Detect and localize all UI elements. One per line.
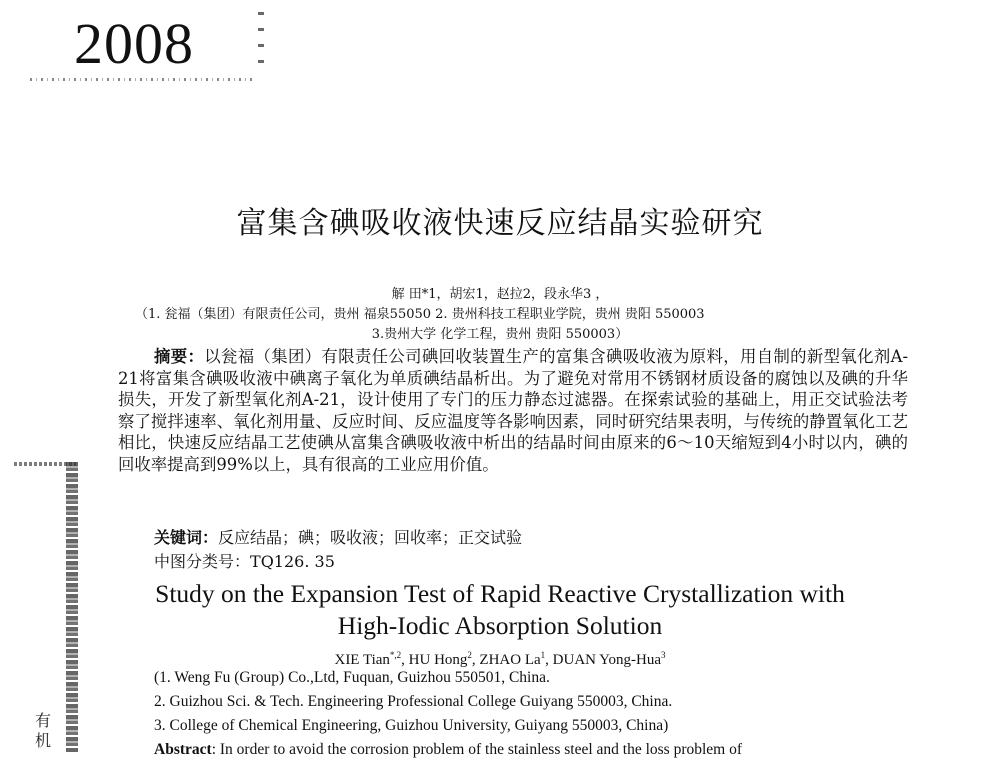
paper-title-en-line-2: High-Iodic Absorption Solution [337,611,663,640]
abstract-en [154,740,742,760]
keywords-cn [154,528,522,548]
classification-cn-text: TQ126. 35 [250,552,335,571]
journal-year: 2008 [74,11,194,76]
side-margin-char: 机 [34,731,51,750]
affiliation-en-3: 3. College of Chemical Engineering, Guizhou University, Guiyang 550003, China) [154,717,669,734]
author-en-sup: *,2 [389,650,402,660]
paper-title-cn: 富集含碘吸收液快速反应结晶实验研究 [236,206,764,241]
abstract-en-label: Abstract [154,741,212,758]
paper-title-en-line-1: Study on the Expansion Test of Rapid Reactive Crystallization with [155,579,845,608]
keywords-cn-text: 反应结晶；碘；吸收液；回收率；正交试验 [218,528,523,547]
affiliation-en-2: 2. Guizhou Sci. & Tech. Engineering Professional College Guiyang 550003, China. [154,693,673,710]
author-en-name: HU Hong [408,652,468,668]
author-en-name: XIE Tian [334,652,390,668]
scan-artifact-dots [258,12,264,70]
abstract-cn-text: 以瓮福（集团）有限责任公司碘回收装置生产的富集含碘吸收液为原料，用自制的新型氧化剂A-21将富集含碘吸收液中碘离子氧化为单质碘结晶析出。为了避免对常用不锈钢材质设备的腐蚀以及碘的升华损失，开发了新型氧化剂A-21，设计使用了专门的压力静态过滤器。在探索试验的基础上，用正交试验法考察了搅拌速率、氧化剂用量、反应时间、反应温度等各影响因素，同时研究结果表明，与传统的静置氧化工艺相比，快速反应结晶工艺使碘从富集含碘吸收液中析出的结晶时间由原来的6～10天缩短到4小时以内，碘的回收率提高到99%以上，具有很高的工业应用价值。 [118,347,909,474]
author-en-name: ZHAO La [479,652,541,668]
author-en-sup: 3 [661,650,666,660]
author-en-sup: 1 [540,650,546,660]
affiliation-cn-1: （1. 瓮福（集团）有限责任公司，贵州 福泉55050 2. 贵州科技工程职业学院，贵州 贵阳 550003 [135,307,705,322]
keywords-cn-label: 关键词： [154,528,219,547]
authors-cn: 解 田*1，胡宏1，赵拉2，段永华3 ， [391,287,609,302]
abstract-cn-label: 摘要： [154,347,205,366]
abstract-cn [118,346,908,475]
classification-cn-label: 中图分类号： [154,552,251,571]
abstract-en-text: : In order to avoid the corrosion problem of the stainless steel and the loss problem of [211,741,743,758]
affiliation-en-1: (1. Weng Fu (Group) Co.,Ltd, Fuquan, Guizhou 550501, China. [154,669,550,686]
author-en-sup: 2 [467,650,472,660]
author-en-name: DUAN Yong-Hua [552,652,661,668]
side-margin-char: 有 [34,711,51,730]
authors-en: XIE Tian$^{*,2}$, HU Hong$^2$, ZHAO La$^1$, DUAN Yong-Hua$^3$ [334,650,666,668]
scan-artifact-line [30,78,255,81]
classification-cn [154,552,335,572]
affiliation-cn-2: 3.贵州大学 化学工程，贵州 贵阳 550003） [371,327,629,342]
